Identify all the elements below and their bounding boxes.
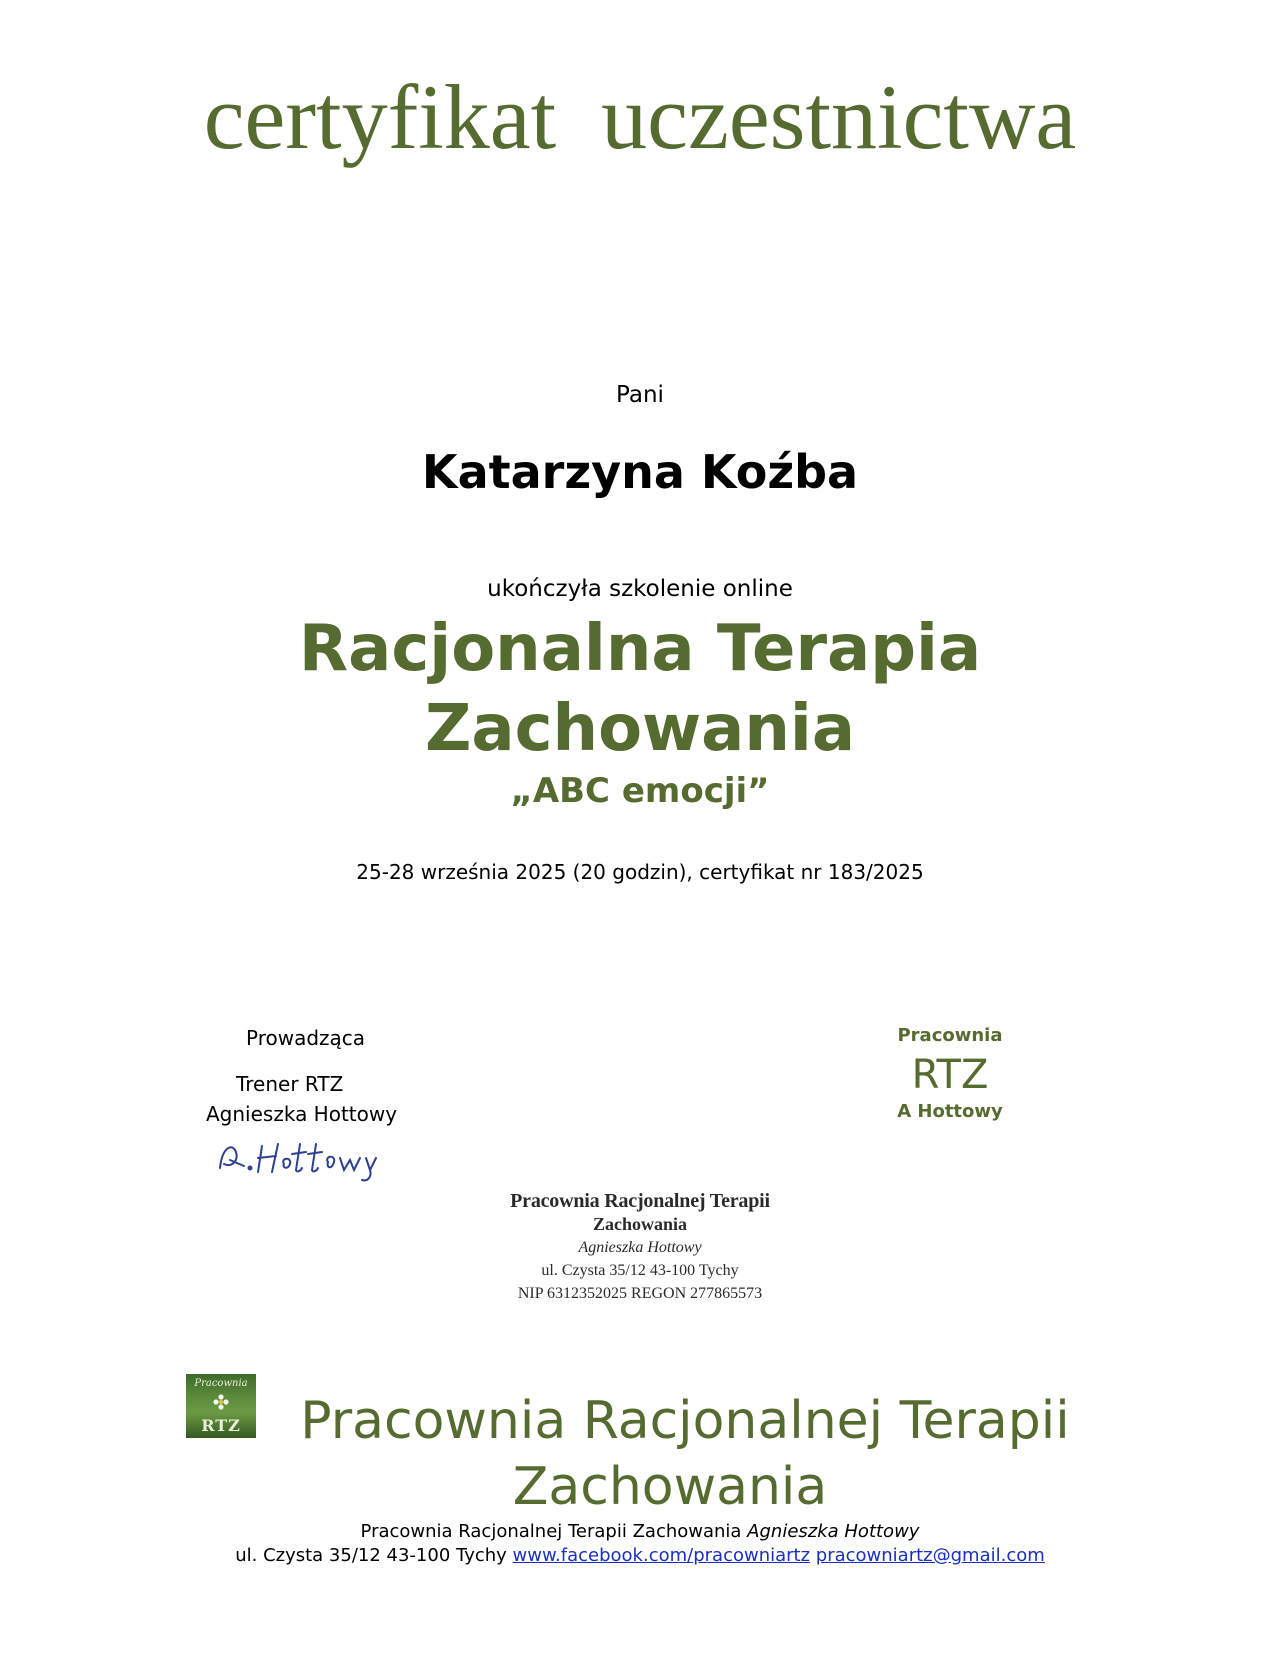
brand-label-top: Pracownia: [897, 1025, 1003, 1046]
footer-contact-line: [0, 1544, 1280, 1568]
footer-org-text: Pracownia Racjonalnej Terapii Zachowania: [360, 1521, 748, 1542]
stamp-line4: ul. Czysta 35/12 43-100 Tychy: [541, 1262, 739, 1279]
logo-text-bottom: RTZ: [201, 1416, 241, 1435]
footer-org-name-line1: Pracownia Racjonalnej Terapii: [300, 1391, 1070, 1451]
course-subtitle: „ABC emocji”: [510, 771, 770, 811]
lead-role: Trener RTZ: [236, 1072, 344, 1096]
signature-image: [210, 1130, 390, 1186]
email-link[interactable]: pracowniartz@gmail.com: [815, 1545, 1045, 1566]
stamp-line1: Pracownia Racjonalnej Terapii: [510, 1190, 770, 1212]
logo-text-top: Pracownia: [194, 1378, 248, 1389]
course-title-line1: Racjonalna Terapia: [298, 612, 982, 686]
lead-name: Agnieszka Hottowy: [206, 1102, 398, 1126]
lead-label: Prowadząca: [246, 1026, 366, 1050]
stamp-line2: Zachowania: [592, 1214, 688, 1234]
stamp-line3: Agnieszka Hottowy: [578, 1239, 702, 1256]
recipient-name: Katarzyna Koźba: [421, 445, 859, 499]
course-dates: 25-28 września 2025 (20 godzin), certyfikat nr 183/2025: [356, 860, 924, 884]
course-title-line2: Zachowania: [424, 692, 856, 766]
footer-address: ul. Czysta 35/12 43-100 Tychy: [235, 1545, 513, 1566]
footer-org-person: Agnieszka Hottowy: [747, 1521, 920, 1542]
certificate-title: certyfikat uczestnictwa: [203, 66, 1077, 168]
brand-label-rtz: RTZ: [911, 1052, 989, 1098]
brand-label-bottom: A Hottowy: [897, 1101, 1003, 1122]
footer-org-line: [0, 1520, 1280, 1544]
completed-text: ukończyła szkolenie online: [487, 576, 793, 602]
footer-org-name-line2: Zachowania: [512, 1457, 828, 1517]
facebook-link[interactable]: www.facebook.com/pracowniartz: [512, 1545, 811, 1566]
stamp-line5: NIP 6312352025 REGON 277865573: [517, 1285, 763, 1302]
salutation: Pani: [616, 382, 664, 408]
company-stamp: [480, 1190, 800, 1330]
